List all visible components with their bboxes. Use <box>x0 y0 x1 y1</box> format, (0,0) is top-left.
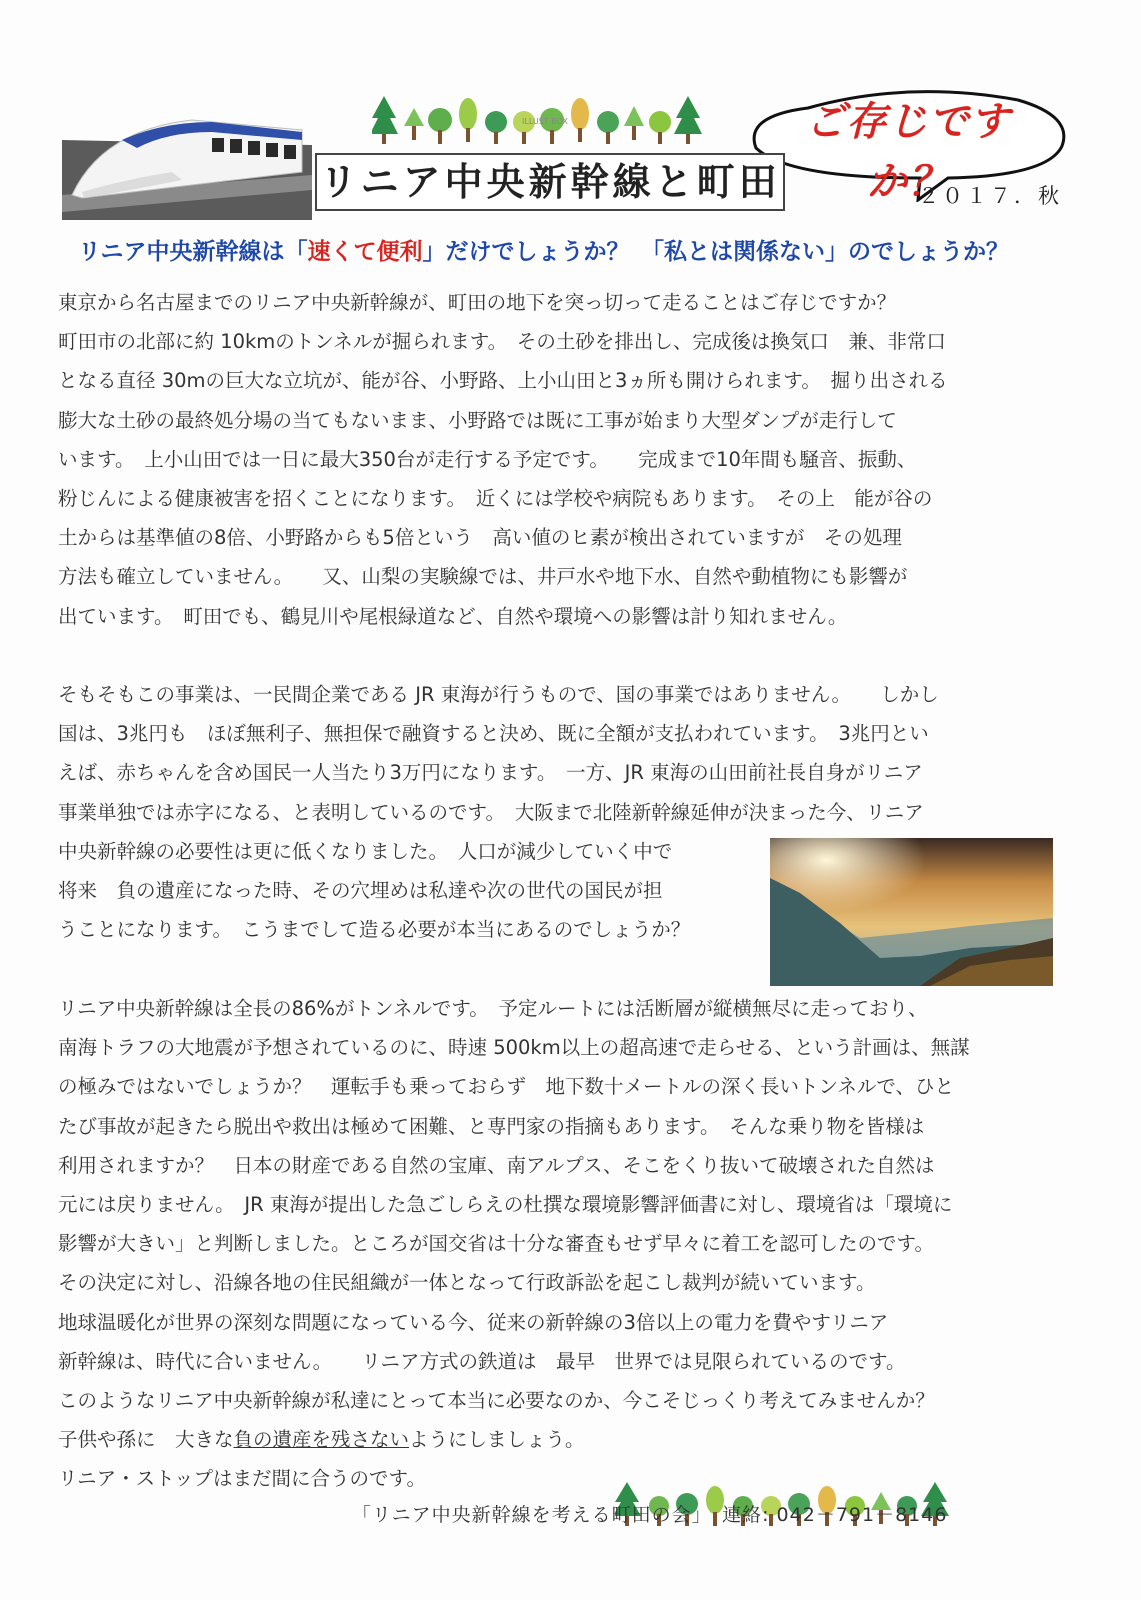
closing-line-2: リニア・ストップはまだ間に合うのです。 <box>58 1467 426 1491</box>
text-line: このようなリニア中央新幹線が私達にとって本当に必要なのか、今こそじっくり考えてみませんか？ <box>58 1388 935 1412</box>
text-line: 利用されますか？ 日本の財産である自然の宝庫、南アルプス、そこをくり抜いて破壊された自然は <box>58 1153 935 1177</box>
subhead-part1: リニア中央新幹線は「 <box>78 239 308 265</box>
closing-post: ようにしましょう。 <box>409 1428 585 1452</box>
contact-footer: 「リニア中央新幹線を考える町田の会」 連絡: 042－791－8146 <box>352 1504 948 1526</box>
subhead-highlight1: 速くて便利 <box>307 239 423 265</box>
text-line: となる直径 30mの巨大な立坑が、能が谷、小野路、上小山田と3ヵ所も開けられます。 掘り出される <box>58 369 948 393</box>
text-line: たび事故が起きたら脱出や救出は極めて困難、と専門家の指摘もあります。 そんな乗り物を皆様は <box>58 1114 925 1138</box>
subhead-part2: 」だけでしょうか？ 「 <box>422 239 665 265</box>
text-line: 元には戻りません。 JR 東海が提出した急ごしらえの杜撰な環境影響評価書に対し、環境省は「環境に <box>58 1192 953 1216</box>
paragraph-1 <box>58 283 948 636</box>
issue-date: ２０１７．秋 <box>918 184 1062 208</box>
text-line: 南海トラフの大地震が予想されているのに、時速 500km以上の超高速で走らせる、という計画は、無謀 <box>58 1036 970 1060</box>
text-line: 膨大な土砂の最終処分場の当てもないまま、小野路では既に工事が始まり大型ダンプが走行して <box>58 408 897 432</box>
closing-pre: 子供や孫に 大きな <box>58 1428 234 1452</box>
text-line: 出ています。 町田でも、鶴見川や尾根緑道など、自然や環境への影響は計り知れません。 <box>58 604 848 628</box>
subheading <box>78 234 1078 270</box>
text-line: その決定に対し、沿線各地の住民組織が一体となって行政訴訟を起こし裁判が続いています。 <box>58 1271 876 1295</box>
text-line: の極みではないでしょうか？ 運転手も乗っておらず 地下数十メートルの深く長いトンネルで、ひと <box>58 1075 955 1099</box>
text-line: うことになります。 こうまでして造る必要が本当にあるのでしょうか？ <box>58 918 691 942</box>
text-line: 将来 負の遺産になった時、その穴埋めは私達や次の世代の国民が担 <box>58 878 663 902</box>
subhead-highlight2: 私とは関係ない <box>664 239 826 265</box>
subhead-part3: 」のでしょうか？ <box>825 239 1010 265</box>
text-line: います。 上小山田では一日に最大350台が走行する予定です。 完成まで10年間も騒音、振動、 <box>58 447 917 471</box>
trees-decoration-icon <box>372 92 712 150</box>
text-line: えば、赤ちゃんを含め国民一人当たり3万円になります。 一方、JR 東海の山田前社長自身がリニア <box>58 761 923 785</box>
text-line: 土からは基準値の8倍、小野路からも5倍という 高い値のヒ素が検出されていますが その処理 <box>58 526 902 550</box>
bubble-text: ご存じですか？ <box>805 99 1011 205</box>
paragraph-3 <box>58 989 970 1498</box>
closing-underlined: 負の遺産を残さない <box>233 1428 410 1452</box>
text-line: 町田市の北部に約 10kmのトンネルが掘られます。 その土砂を排出し、完成後は換気口 兼、非常口 <box>58 330 946 354</box>
text-line: 事業単独では赤字になる、と表明しているのです。 大阪まで北陸新幹線延伸が決まった今、リニア <box>58 800 924 824</box>
text-line: 地球温暖化が世界の深刻な問題になっている今、従来の新幹線の3倍以上の電力を費やすリニア <box>58 1310 889 1334</box>
text-line: 新幹線は、時代に合いません。 リニア方式の鉄道は 最早 世界では見限られているのです。 <box>58 1349 906 1373</box>
closing-line <box>58 1420 970 1459</box>
train-illustration <box>62 100 312 220</box>
trees-label: ILLUST BOX <box>522 117 568 126</box>
text-line: そもそもこの事業は、一民間企業である JR 東海が行うもので、国の事業ではありません。 しかし <box>58 683 939 706</box>
text-line: 影響が大きい」と判断しました。ところが国交省は十分な審査もせず早々に着工を認可したのです。 <box>58 1232 934 1256</box>
text-line: 粉じんによる健康被害を招くことになります。 近くには学校や病院もあります。 その上 能が谷の <box>58 486 933 510</box>
text-line: 方法も確立していません。 又、山梨の実験線では、井戸水や地下水、自然や動植物にも影響が <box>58 565 908 589</box>
page-title: リニア中央新幹線と町田 <box>315 153 785 211</box>
text-line: 中央新幹線の必要性は更に低くなりました。 人口が減少していく中で <box>58 839 673 863</box>
text-line: 東京から名古屋までのリニア中央新幹線が、町田の地下を突っ切って走ることはご存じですか？ <box>58 291 897 314</box>
mountain-sunrise-photo <box>770 838 1053 986</box>
text-line: 国は、3兆円も ほぼ無利子、無担保で融資すると決め、既に全額が支払われています。 3兆円とい <box>58 722 929 746</box>
text-line: リニア中央新幹線は全長の86%がトンネルです。 予定ルートには活断層が縦横無尽に走っており、 <box>58 997 928 1020</box>
